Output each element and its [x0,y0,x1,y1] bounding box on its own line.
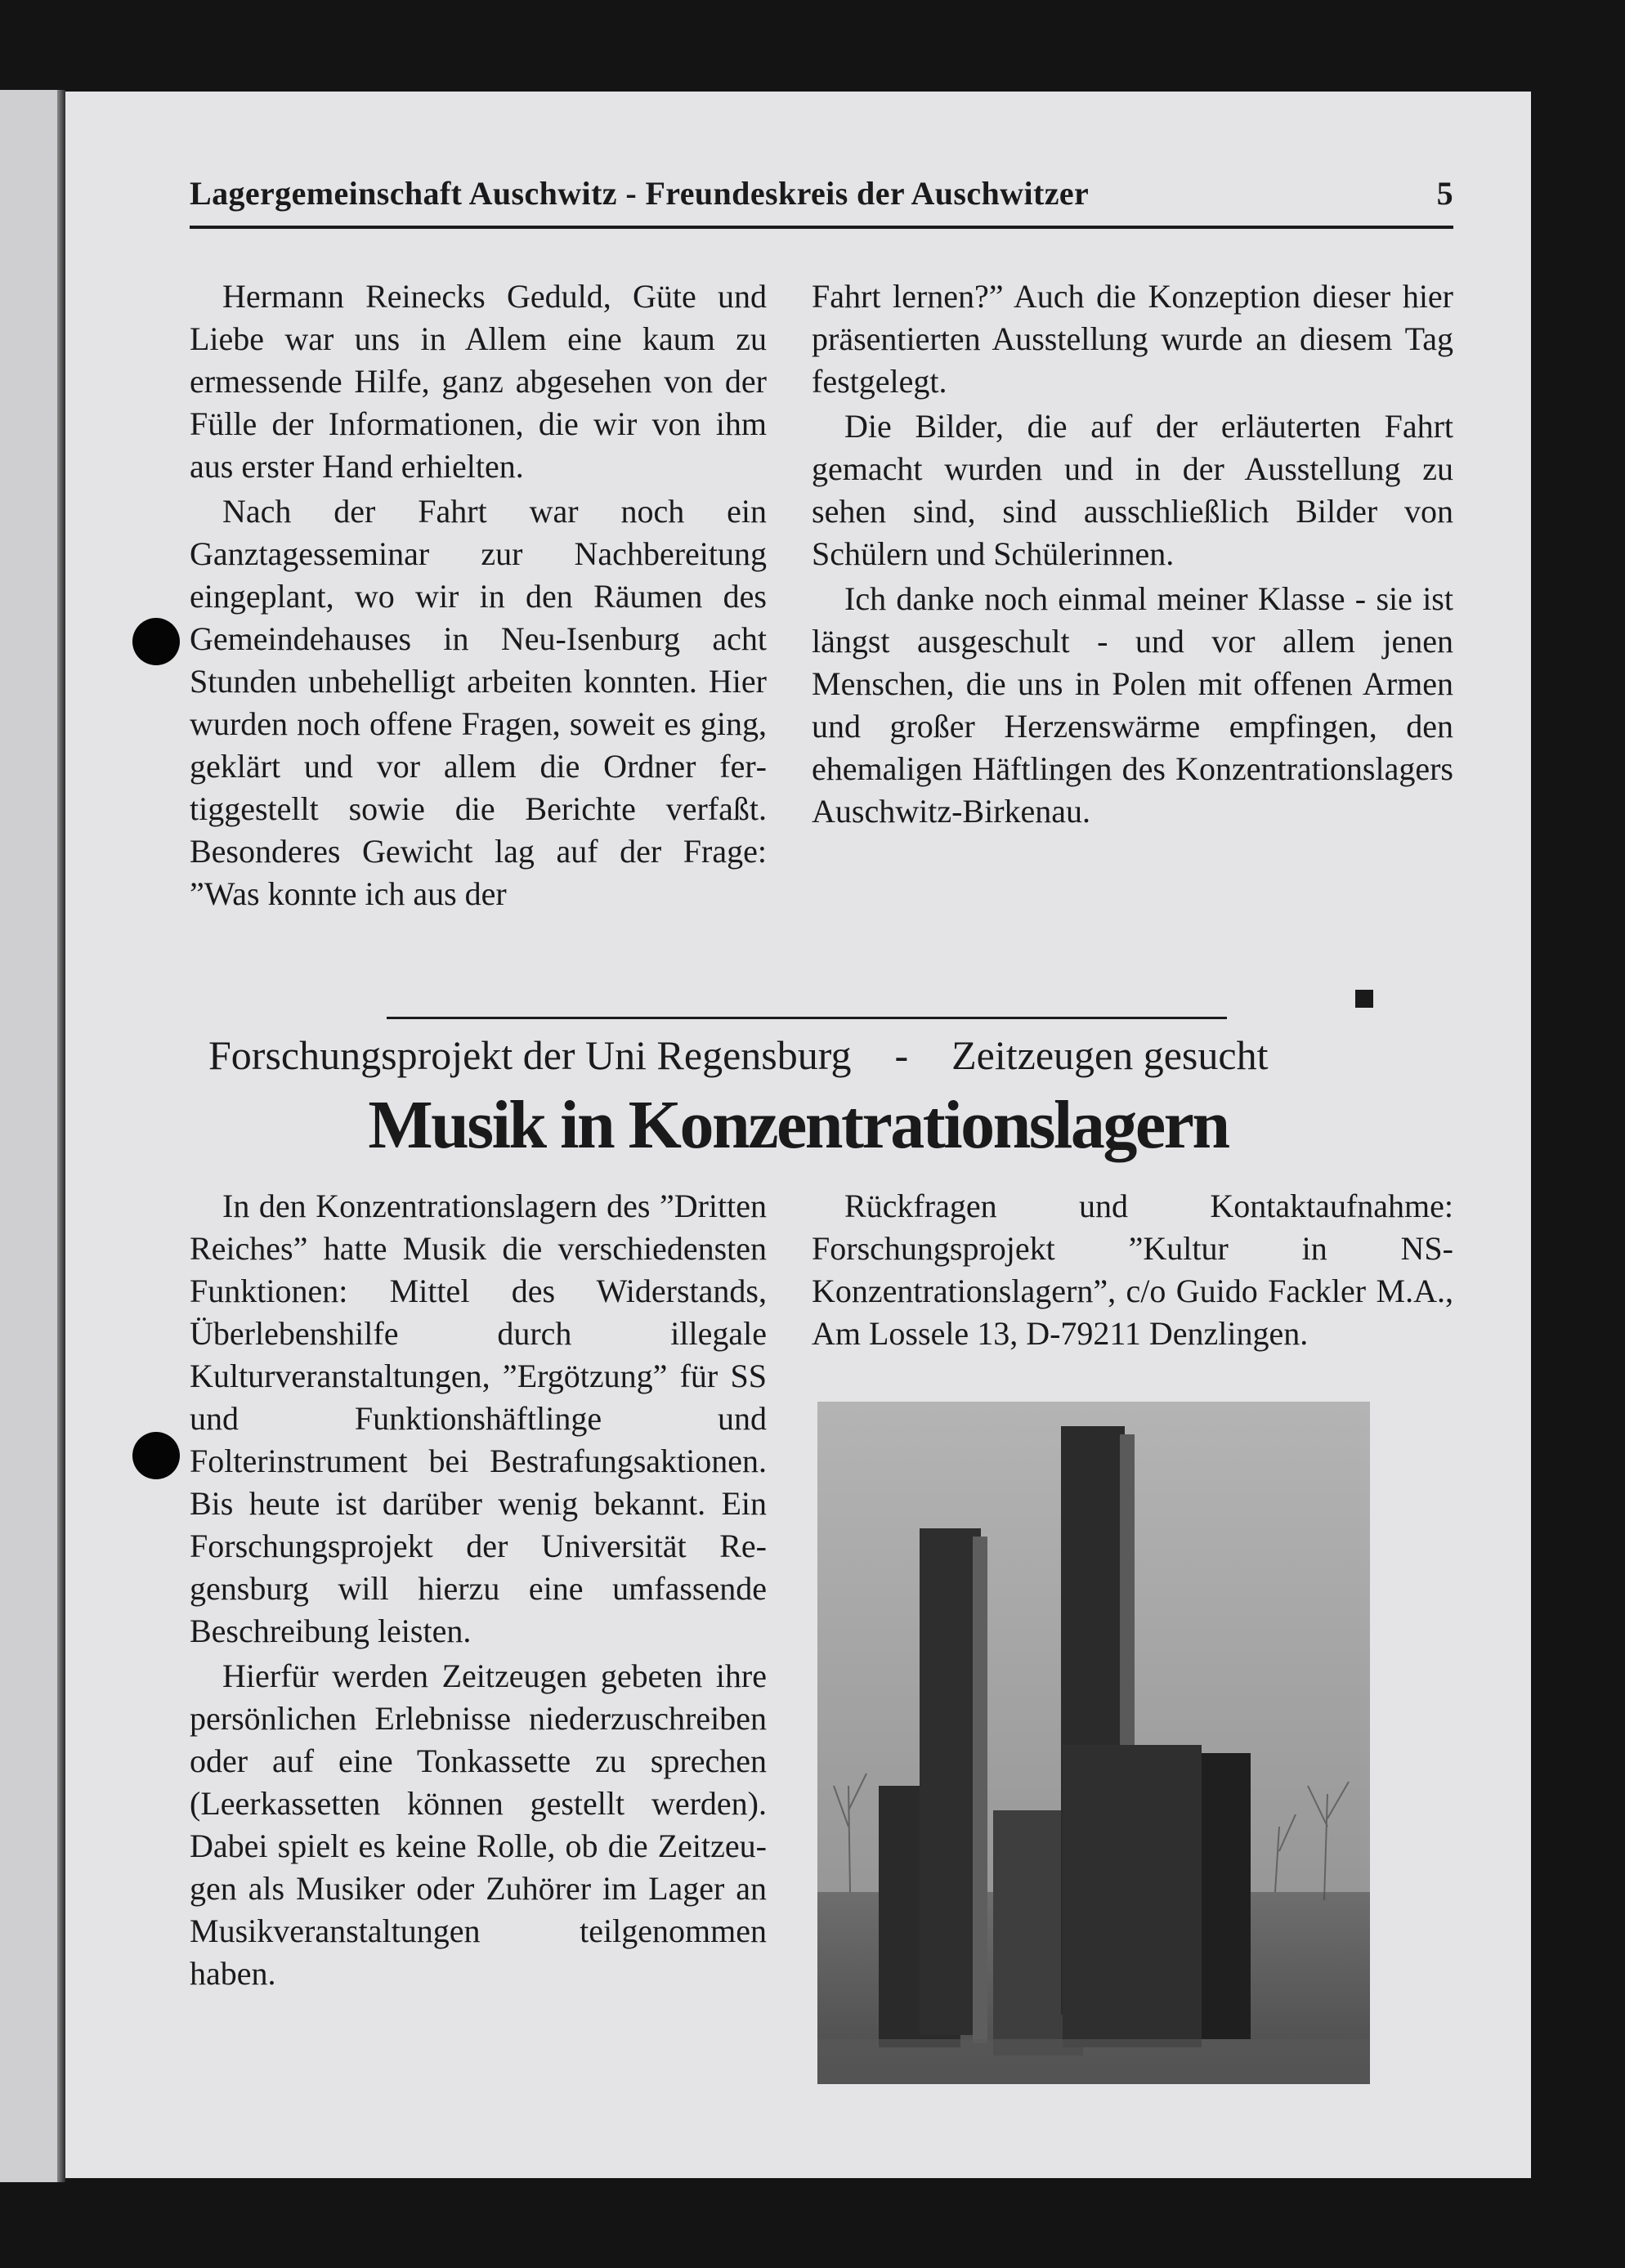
paragraph: In den Konzentrationslagern des ”Dritten Reiches” hatte Musik die verschiedensten Funktionen: Mittel des Widerstands, Überlebenshilfe durch illegale Kulturveranstaltungen, ”Ergötzung” für SS und Funktionshäftlinge und Folterinstrument bei Bestrafungsaktionen. Bis heute ist darüber wenig bekannt. Ein Forschungsprojekt der Universität Regensburg will hierzu eine umfassende Beschreibung leisten. [190,1188,767,1649]
paragraph: Hermann Reinecks Geduld, Güte und Liebe war uns in Allem eine kaum zu ermessende Hilfe, ganz abgesehen von der Fülle der Informationen, die wir von ihm aus erster Hand erhielten. [190,278,767,485]
kicker-right: Zeitzeugen gesucht [951,1032,1269,1078]
header-rule [190,226,1453,229]
article2-kicker [208,1030,1451,1080]
kicker-separator: - [894,1032,909,1078]
header-title: Lagergemeinschaft Auschwitz - Freundeskreis der Auschwitzer [190,175,1090,212]
section-divider [387,1017,1227,1019]
page-gutter-shadow [57,90,65,2182]
chimney-ruins-photo [817,1402,1370,2084]
article2-column-1 [190,1185,767,1997]
paragraph: Rückfragen und Kontaktaufnahme: Forschungsprojekt ”Kultur in NS-Konzentrationslagern”, c/o Guido Fackler M.A., Am Lossele 13, D-79211 Denzlingen. [812,1188,1453,1352]
article1-column-2 [812,275,1453,835]
running-header [190,169,1453,218]
paragraph: Die Bilder, die auf der erläuterten Fahrt gemacht wurden und in der Ausstellung zu sehen sind, sind ausschließlich Bilder von Schülern und Schülerinnen. [812,408,1453,572]
kicker-left: Forschungsprojekt der Uni Regensburg [208,1032,852,1078]
magazine-page [65,92,1531,2178]
article2-column-2 [812,1185,1453,1358]
punch-hole [132,618,180,665]
article2-headline: Musik in Konzentrationslagern [368,1087,1229,1163]
page-number: 5 [1436,175,1453,212]
punch-hole [132,1432,180,1479]
end-of-article-square [1355,990,1373,1008]
previous-page-edge [0,90,57,2182]
paragraph: Hierfür werden Zeitzeugen gebeten ihre persönlichen Erlebnisse niederzuschreiben oder auf eine Tonkassette zu sprechen (Leerkassetten können gestellt werden). Dabei spielt es keine Rolle, ob die Zeitzeugen als Musiker oder Zuhörer im Lager an Musikveranstaltungen teilgenommen haben. [190,1657,767,1992]
paragraph: Fahrt lernen?” Auch die Konzeption dieser hier präsentierten Ausstellung wurde an diesem Tag festgelegt. [812,278,1453,400]
article1-column-1 [190,275,767,918]
paragraph: Ich danke noch einmal meiner Klasse - sie ist längst ausgeschult - und vor allem jenen Menschen, die uns in Polen mit offenen Armen und großer Herzenswärme empfingen, den ehemaligen Häftlingen des Konzentrationslagers Auschwitz-Birkenau. [812,580,1453,830]
paragraph: Nach der Fahrt war noch ein Ganztagesseminar zur Nachbereitung eingeplant, wo wir in den Räumen des Gemeindehauses in Neu-Isenburg acht Stunden unbehelligt arbeiten konnten. Hier wurden noch offene Fragen, soweit es ging, geklärt und vor allem die Ordner fertiggestellt sowie die Berichte verfaßt. Besonderes Gewicht lag auf der Frage: ”Was konnte ich aus der [190,493,767,912]
